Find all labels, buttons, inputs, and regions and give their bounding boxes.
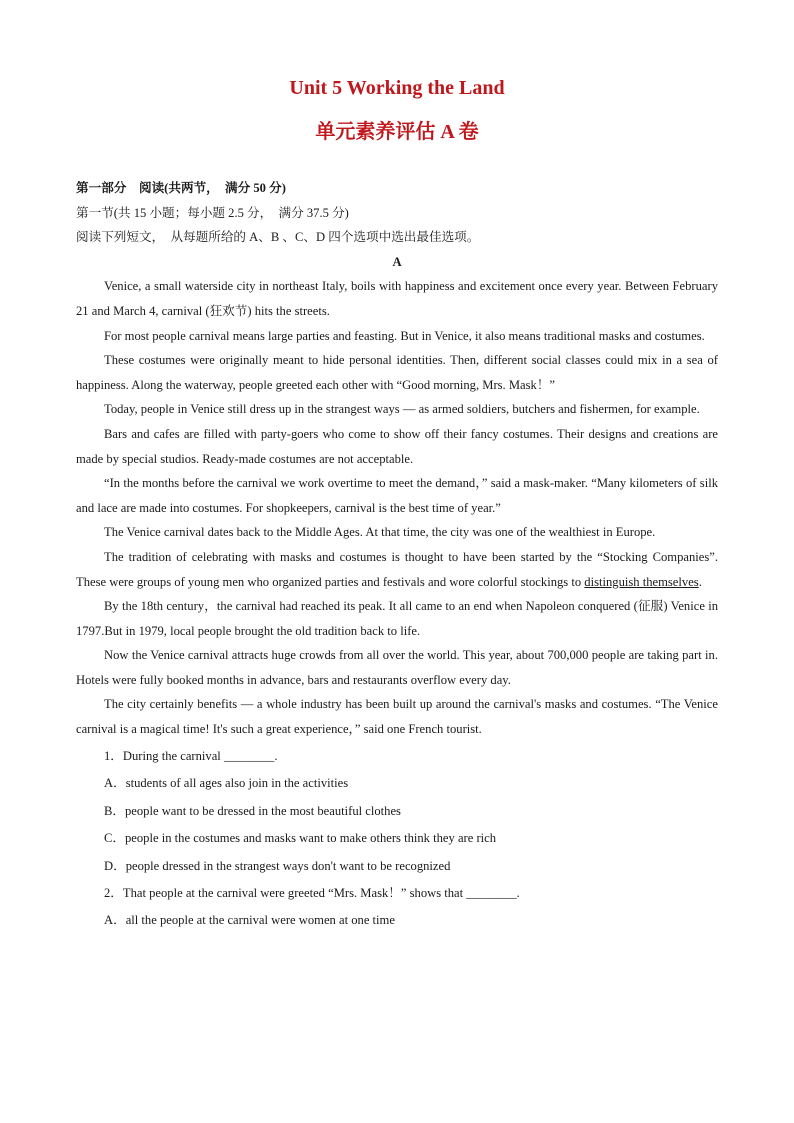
- paragraph: The city certainly benefits — a whole industry has been built up around the carnival's masks and costumes. “The Venice carnival is a magical time! It's such a great experience，” said one French tourist.: [76, 697, 718, 737]
- paragraph: Now the Venice carnival attracts huge crowds from all over the world. This year, about 700,000 people are taking part in. Hotels were fully booked months in advance, bars and restaurants overflow every day.: [76, 648, 718, 687]
- section-part-heading: 第一部分 阅读(共两节， 满分 50 分): [76, 181, 286, 195]
- answer-option: D．people dressed in the strangest ways don't want to be recognized: [104, 858, 451, 873]
- answer-option: B．people want to be dressed in the most beautiful clothes: [104, 803, 401, 818]
- question-stem: 2．That people at the carnival were greeted “Mrs. Mask！” shows that ________.: [104, 886, 520, 900]
- document-title-english: Unit 5 Working the Land: [289, 77, 505, 99]
- answer-option: A．all the people at the carnival were women at one time: [104, 913, 395, 928]
- paragraph: Bars and cafes are filled with party-goers who come to show off their fancy costumes. Their designs and creations are made by special studios. Ready-made costumes are not acceptable.: [76, 426, 718, 466]
- paragraph: These costumes were originally meant to hide personal identities. Then, different social classes could mix in a sea of happiness. Along the waterway, people greeted each other with “Good morning, Mrs. Mask！”: [76, 353, 718, 392]
- underlined-phrase: distinguish themselves: [584, 574, 699, 589]
- section-sub-heading: 第一节(共 15 小题；每小题 2.5 分， 满分 37.5 分): [76, 205, 349, 220]
- paragraph: Venice, a small waterside city in northeast Italy, boils with happiness and excitement once every year. Between February 21 and March 4, carnival (狂欢节) hits the streets.: [76, 279, 718, 318]
- paragraph-text: The tradition of celebrating with masks and costumes is thought to have been started by the “Stocking Companies”. These were groups of young men who organized parties and festivals and wore colorful stockings to: [76, 549, 718, 589]
- question-stem: 1．During the carnival ________.: [104, 749, 278, 764]
- answer-option: A．students of all ages also join in the activities: [104, 776, 349, 791]
- paragraph-tradition: [76, 545, 718, 594]
- passage-label: A: [392, 254, 402, 269]
- paragraph: For most people carnival means large parties and feasting. But in Venice, it also means traditional masks and costumes.: [104, 328, 705, 343]
- paragraph: Today, people in Venice still dress up in the strangest ways — as armed soldiers, butchers and fishermen, for example.: [104, 402, 700, 417]
- answer-option: C．people in the costumes and masks want to make others think they are rich: [104, 831, 497, 846]
- document-body: [76, 176, 718, 933]
- paragraph-text: .: [698, 574, 702, 589]
- document-title-chinese: 单元素养评估 A 卷: [315, 121, 479, 143]
- instruction-line: 阅读下列短文， 从每题所给的 A、B 、C、D 四个选项中选出最佳选项。: [76, 230, 480, 245]
- paragraph: “In the months before the carnival we work overtime to meet the demand，” said a mask-maker. “Many kilometers of silk and lace are made into costumes. For shopkeepers, carnival is the best time of year.”: [76, 476, 718, 515]
- paragraph: The Venice carnival dates back to the Middle Ages. At that time, the city was one of the wealthiest in Europe.: [104, 525, 656, 540]
- paragraph: By the 18th century，the carnival had reached its peak. It all came to an end when Napoleon conquered (征服) Venice in 1797.But in 1979, local people brought the old tradition back to life.: [76, 599, 718, 638]
